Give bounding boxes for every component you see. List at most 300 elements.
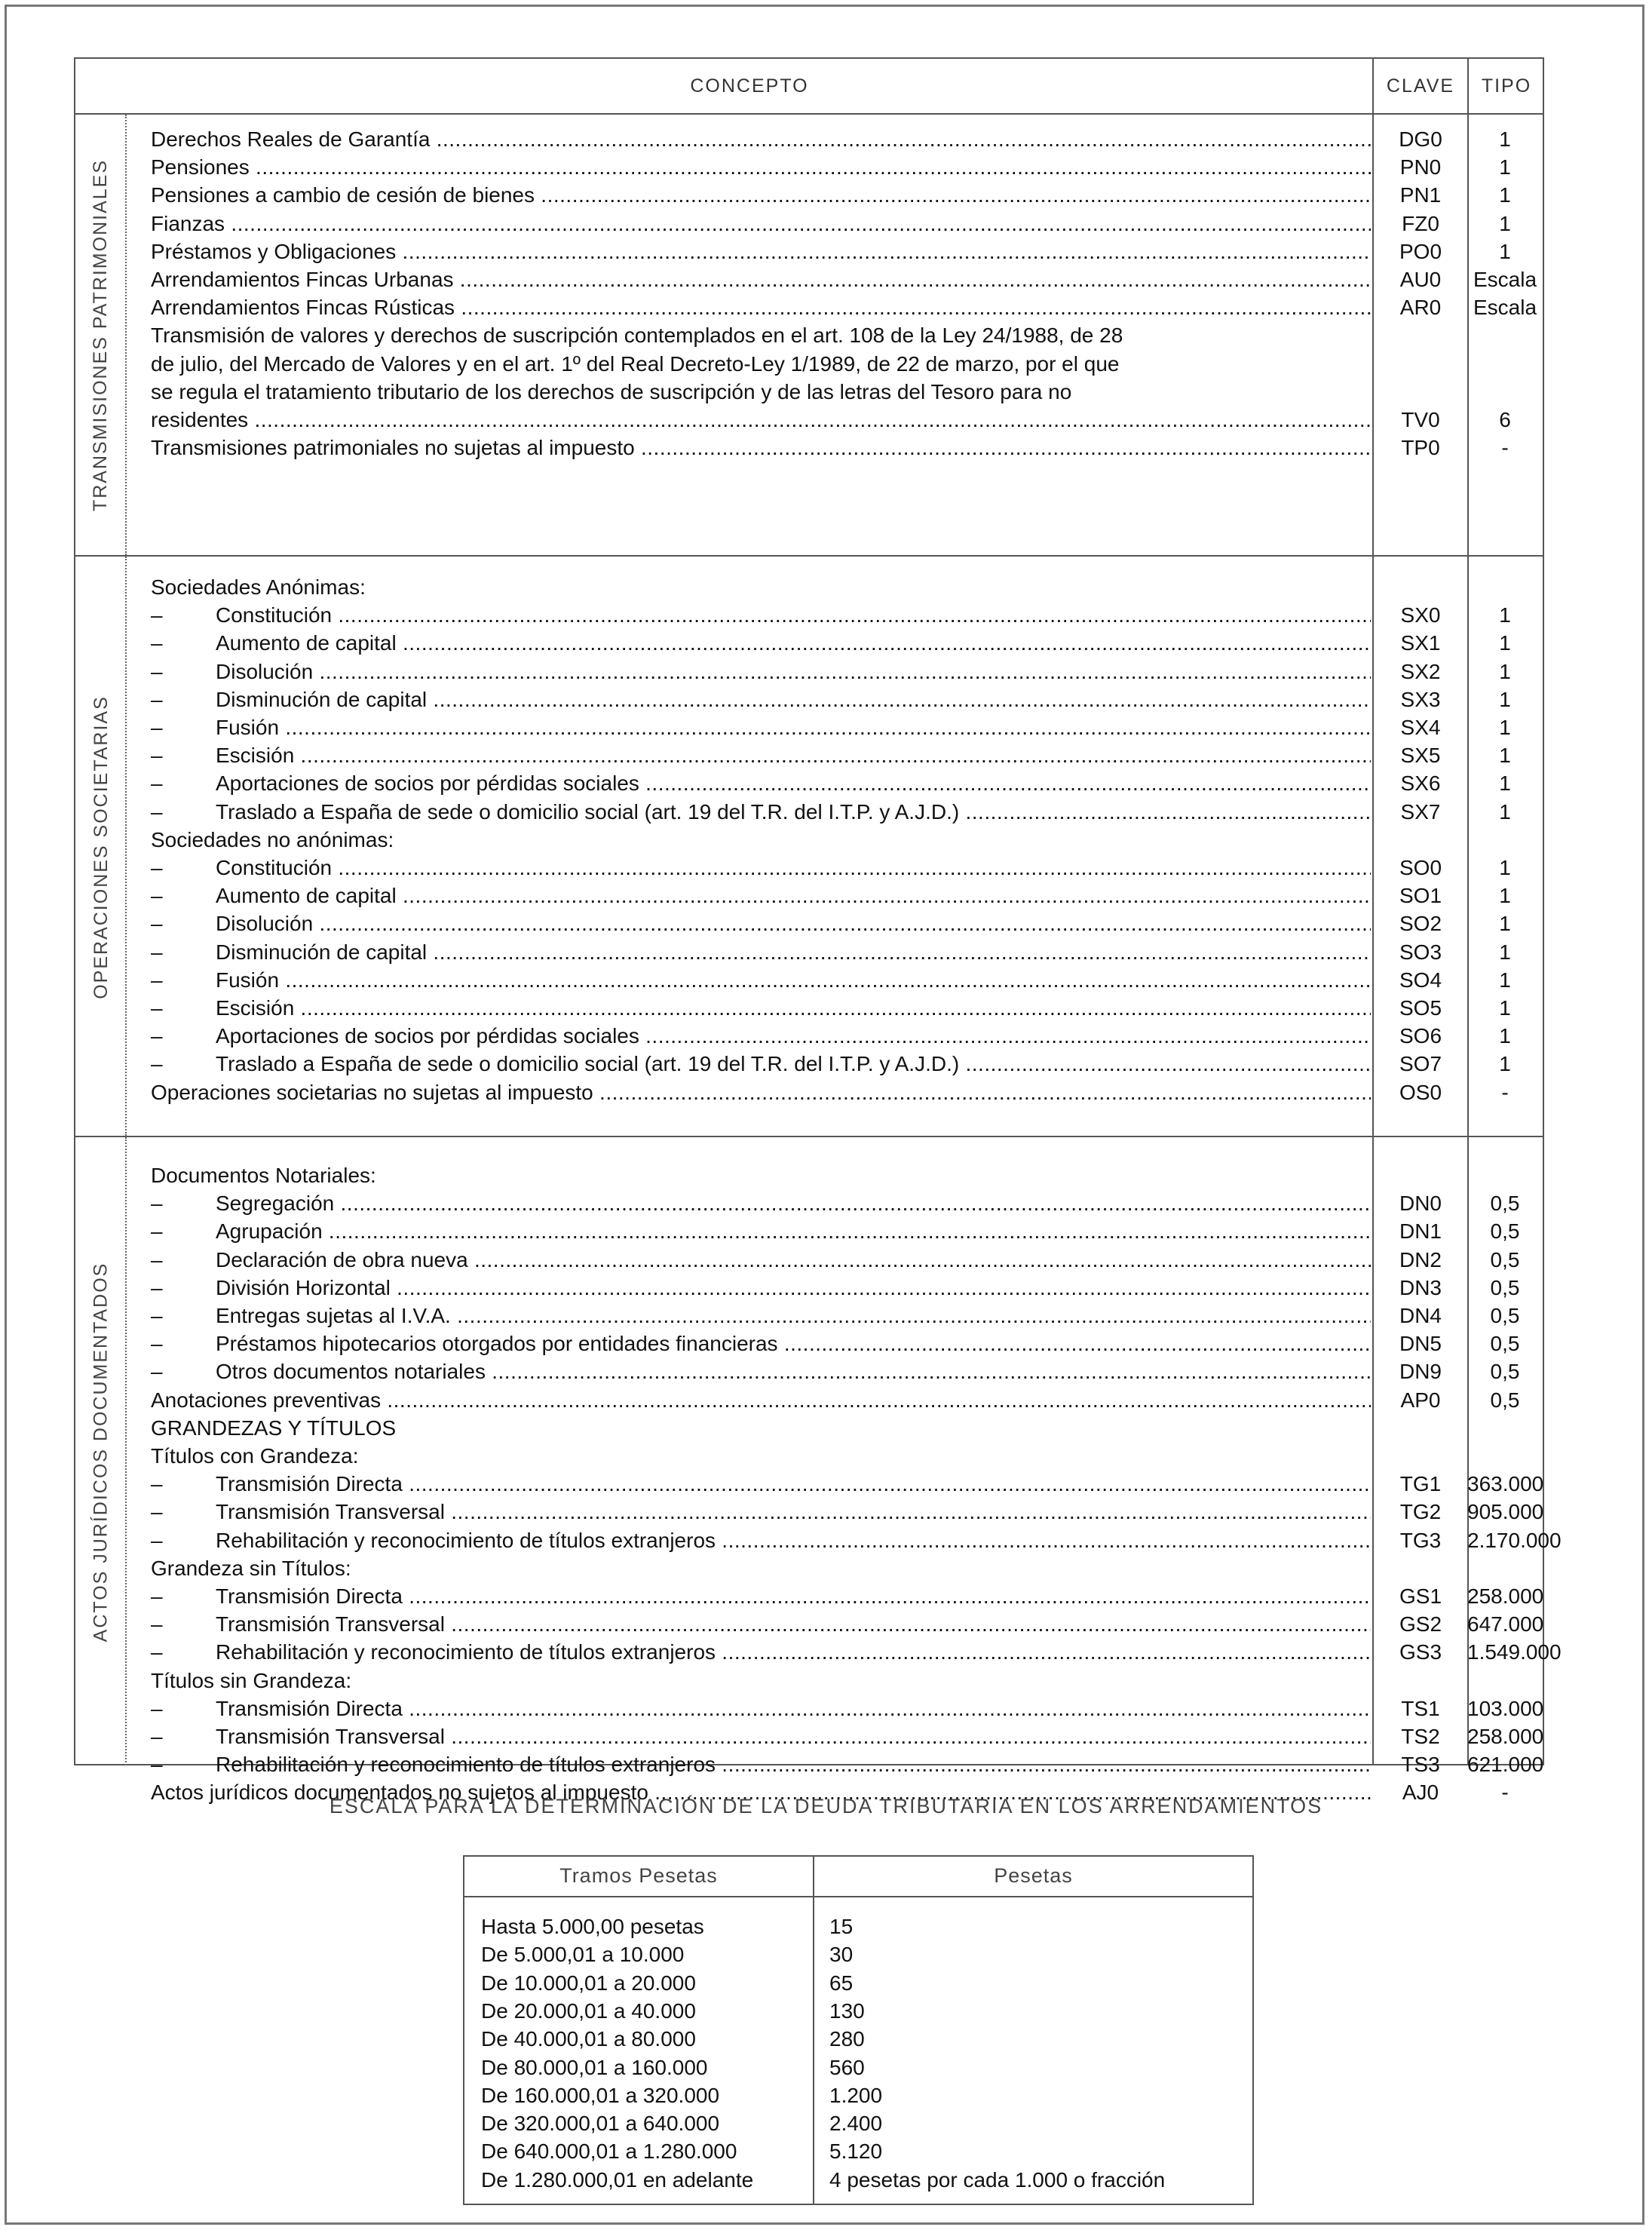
concept-cell: [151, 1526, 1371, 1554]
dash-marker: –: [151, 1360, 163, 1384]
clave-cell: GS1: [1399, 1584, 1442, 1608]
table-row: [75, 1357, 1543, 1385]
concept-text: Traslado a España de sede o domicilio social (art. 19 del T.R. del I.T.P. y A.J.D.) .....: [216, 800, 1371, 824]
header-clave: CLAVE: [1386, 75, 1455, 97]
concept-cell: [151, 293, 1371, 321]
table-row: [75, 909, 1543, 937]
table-row: [75, 658, 1543, 686]
tipo-cell: 1: [1499, 996, 1511, 1020]
scale-row: [464, 2137, 1252, 2165]
concept-cell: [151, 1638, 1371, 1666]
dash-marker: –: [151, 659, 163, 683]
clave-cell: DN4: [1399, 1304, 1442, 1327]
concept-cell: [151, 601, 1371, 629]
concept-text: residentes .....: [151, 408, 1371, 431]
table-row: [75, 629, 1543, 657]
scale-pesetas: 2.400: [829, 2112, 883, 2136]
dash-marker: –: [151, 996, 163, 1020]
clave-cell: DN5: [1399, 1332, 1442, 1356]
clave-cell: SO7: [1399, 1052, 1442, 1076]
dash-marker: –: [151, 1584, 163, 1608]
concept-cell: [151, 938, 1371, 966]
tipo-cell: 1: [1499, 744, 1511, 768]
scale-tramo: De 80.000,01 a 160.000: [481, 2055, 708, 2079]
dash-marker: –: [151, 1640, 163, 1664]
paragraph-line: se regula el tratamiento tributario de los derechos de suscripción y de las letras del Tesoro para no: [151, 379, 1072, 403]
table-row: [75, 1750, 1543, 1778]
concept-cell: [151, 994, 1371, 1022]
clave-cell: OS0: [1399, 1080, 1442, 1104]
concept-text: Actos jurídicos documentados no sujetos al impuesto .....: [151, 1781, 1371, 1804]
concept-text: Grandeza sin Títulos:: [151, 1556, 351, 1580]
label-transmisiones: TRANSMISIONES PATRIMONIALES: [90, 158, 112, 511]
tipo-cell: 1: [1499, 856, 1511, 879]
clave-cell: PN1: [1399, 183, 1442, 207]
dash-marker: –: [151, 744, 163, 768]
dash-marker: –: [151, 1024, 163, 1048]
concept-text: Rehabilitación y reconocimiento de títulos extranjeros .....: [216, 1529, 1371, 1552]
scale-row: [464, 2109, 1252, 2137]
dash-marker: –: [151, 1192, 163, 1216]
concept-text: Transmisión Transversal .....: [216, 1725, 1371, 1748]
concept-text: Escisión .....: [216, 996, 1371, 1020]
scale-pesetas: 1.200: [829, 2083, 883, 2107]
concept-text: Aumento de capital .....: [216, 884, 1371, 907]
concept-cell: [151, 1274, 1371, 1302]
concept-cell: [151, 1161, 1371, 1189]
concept-cell: [151, 658, 1371, 686]
tipo-cell: -: [1501, 1781, 1509, 1805]
concept-text: Préstamos hipotecarios otorgados por entidades financieras .....: [216, 1332, 1371, 1355]
dash-marker: –: [151, 1219, 163, 1244]
clave-cell: SX5: [1400, 744, 1441, 768]
table-row: [75, 1161, 1543, 1189]
scale-pesetas: 280: [829, 2027, 865, 2051]
concept-text: Entregas sujetas al I.V.A. .....: [216, 1304, 1371, 1327]
tipo-cell: 258.000: [1467, 1584, 1544, 1608]
concept-text: Aportaciones de socios por pérdidas sociales .....: [216, 771, 1371, 795]
table-row: [75, 1386, 1543, 1414]
scale-pesetas: 560: [829, 2055, 865, 2079]
concept-text: Disminución de capital .....: [216, 688, 1371, 711]
table-row: [75, 125, 1543, 153]
concept-cell: [151, 1498, 1371, 1526]
scale-pesetas: 65: [829, 1971, 854, 1995]
dash-marker: –: [151, 912, 163, 936]
concept-text: Segregación .....: [216, 1192, 1371, 1215]
dash-marker: –: [151, 1753, 163, 1777]
clave-cell: SO1: [1399, 884, 1442, 908]
scale-tramo: De 20.000,01 a 40.000: [481, 1998, 696, 2023]
concept-text: Constitución .....: [216, 603, 1371, 627]
tipo-cell: 1: [1499, 127, 1511, 151]
concept-cell: [151, 629, 1371, 657]
table-row: [75, 573, 1543, 601]
tipo-cell: 1: [1499, 239, 1511, 263]
tipo-cell: 1.549.000: [1467, 1640, 1562, 1664]
label-operaciones: OPERACIONES SOCIETARIAS: [90, 695, 112, 999]
tipo-cell: Escala: [1473, 268, 1537, 291]
concept-cell: [151, 769, 1371, 797]
clave-cell: SO4: [1399, 968, 1442, 992]
concept-text: Rehabilitación y reconocimiento de títulos extranjeros .....: [216, 1753, 1371, 1776]
table-row: [75, 1638, 1562, 1666]
scale-row: [464, 2054, 1252, 2081]
paragraph-line: Transmisión de valores y derechos de suscripción contemplados en el art. 108 de la Ley 24/1988, de 28: [151, 324, 1123, 348]
clave-cell: SO3: [1399, 940, 1442, 964]
concept-text: Transmisión Transversal .....: [216, 1500, 1371, 1523]
concept-cell: [151, 1442, 1371, 1470]
concept-text: Fusión .....: [216, 968, 1371, 992]
tipo-cell: 2.170.000: [1467, 1528, 1562, 1552]
concept-cell: [151, 1330, 1371, 1357]
concept-cell: [151, 1695, 1371, 1722]
table-row: [75, 1722, 1543, 1750]
clave-cell: SX2: [1400, 659, 1441, 683]
scale-tramo: De 1.280.000,01 en adelante: [481, 2167, 754, 2192]
dash-marker: –: [151, 1332, 163, 1356]
concept-cell: [151, 826, 1371, 854]
table-row: [75, 1526, 1562, 1554]
table-row: [75, 1667, 1543, 1695]
clave-cell: TP0: [1401, 436, 1440, 460]
scale-tramo: De 640.000,01 a 1.280.000: [481, 2140, 737, 2164]
table-row: [75, 686, 1543, 713]
scale-row: [464, 1940, 1252, 1968]
table-row: [75, 1610, 1543, 1638]
concept-cell: [151, 741, 1371, 769]
dash-marker: –: [151, 1052, 163, 1076]
scale-pesetas: 30: [829, 1943, 854, 1967]
concept-table: [74, 57, 1562, 1805]
tipo-cell: 0,5: [1490, 1332, 1520, 1356]
concept-text: Pensiones a cambio de cesión de bienes .....: [151, 183, 1371, 207]
concept-text: Fusión .....: [216, 716, 1371, 739]
clave-cell: SX4: [1400, 716, 1441, 739]
table-row: [75, 1022, 1543, 1050]
concept-cell: [151, 1050, 1371, 1078]
concept-cell: [151, 125, 1371, 153]
table-row: [75, 1695, 1543, 1722]
scale-pesetas: 4 pesetas por cada 1.000 o fracción: [829, 2167, 1166, 2192]
tipo-cell: -: [1501, 1080, 1509, 1104]
concept-text: Otros documentos notariales .....: [216, 1360, 1371, 1383]
clave-cell: SO2: [1399, 912, 1442, 936]
table-row: [75, 966, 1543, 994]
dash-marker: –: [151, 1725, 163, 1748]
dash-marker: –: [151, 771, 163, 796]
dash-marker: –: [151, 884, 163, 908]
clave-cell: AJ0: [1402, 1781, 1439, 1805]
tipo-cell: 1: [1499, 912, 1511, 936]
concept-text: Sociedades Anónimas:: [151, 575, 366, 599]
concept-cell: [151, 181, 1371, 209]
scale-tramo: De 5.000,01 a 10.000: [481, 1943, 685, 1967]
clave-cell: SO0: [1399, 856, 1442, 879]
clave-cell: AR0: [1399, 296, 1442, 320]
scale-tramo: De 40.000,01 a 80.000: [481, 2027, 696, 2051]
dash-marker: –: [151, 1612, 163, 1636]
concept-text: Anotaciones preventivas .....: [151, 1388, 1371, 1412]
concept-cell: [151, 882, 1371, 909]
tipo-cell: 647.000: [1467, 1612, 1544, 1636]
dash-marker: –: [151, 716, 163, 739]
scale-header-divider: [464, 1896, 1252, 1897]
clave-cell: SX3: [1400, 687, 1441, 711]
dash-marker: –: [151, 856, 163, 879]
tipo-cell: 1: [1499, 968, 1511, 992]
tipo-cell: 0,5: [1490, 1247, 1520, 1271]
dash-marker: –: [151, 799, 163, 824]
scale-row: [464, 1997, 1252, 2025]
clave-cell: AP0: [1400, 1388, 1441, 1412]
concept-text: Transmisión Directa .....: [216, 1472, 1371, 1495]
dash-marker: –: [151, 631, 163, 655]
table-row: [75, 153, 1543, 181]
table-row: [75, 1078, 1543, 1106]
concept-cell: [151, 1302, 1371, 1330]
concept-text: Títulos sin Grandeza:: [151, 1668, 352, 1692]
scale-row: [464, 2081, 1252, 2109]
tipo-cell: Escala: [1473, 296, 1537, 320]
table-row: [75, 1582, 1543, 1610]
concept-cell: [151, 434, 1371, 462]
scale-row: [464, 1969, 1252, 1997]
clave-cell: GS2: [1399, 1612, 1442, 1636]
concept-cell: [151, 966, 1371, 994]
clave-cell: DN0: [1399, 1192, 1442, 1216]
concept-cell: [151, 265, 1371, 293]
table-header: [75, 59, 1543, 115]
table-row: [75, 1498, 1543, 1526]
scale-row: [464, 2166, 1252, 2194]
scale-tramo: De 320.000,01 a 640.000: [481, 2112, 720, 2136]
tipo-cell: -: [1501, 436, 1509, 460]
scale-tramo: De 10.000,01 a 20.000: [481, 1971, 696, 1995]
concept-cell: [151, 1357, 1371, 1385]
concept-text: Rehabilitación y reconocimiento de títulos extranjeros .....: [216, 1640, 1371, 1664]
concept-cell: [151, 210, 1371, 238]
concept-text: Arrendamientos Fincas Rústicas .....: [151, 296, 1371, 319]
dash-marker: –: [151, 1304, 163, 1327]
clave-cell: SX1: [1400, 631, 1441, 655]
concept-cell: [151, 1722, 1371, 1750]
clave-cell: TS2: [1401, 1725, 1440, 1748]
table-row: [75, 854, 1543, 882]
tipo-cell: 1: [1499, 1024, 1511, 1048]
tipo-cell: 1: [1499, 659, 1511, 683]
clave-cell: AU0: [1399, 268, 1442, 291]
tipo-cell: 1: [1499, 940, 1511, 964]
scale-header-tramos: Tramos Pesetas: [559, 1864, 718, 1887]
tipo-cell: 1: [1499, 799, 1511, 824]
concept-text: Escisión .....: [216, 744, 1371, 767]
concept-cell: [151, 1078, 1371, 1106]
concept-cell: [151, 1217, 1371, 1245]
concept-text: Constitución .....: [216, 856, 1371, 879]
scale-pesetas: 15: [829, 1915, 854, 1938]
concept-text: Transmisión Directa .....: [216, 1584, 1371, 1608]
table-row: [75, 1470, 1543, 1498]
table-row: [75, 1050, 1543, 1078]
tipo-cell: 0,5: [1490, 1192, 1520, 1216]
clave-cell: SX6: [1400, 771, 1441, 796]
scale-tramo: De 160.000,01 a 320.000: [481, 2083, 720, 2107]
concept-cell: [151, 909, 1371, 937]
header-tipo: TIPO: [1481, 75, 1532, 97]
concept-text: Operaciones societarias no sujetas al impuesto .....: [151, 1081, 1371, 1104]
table-row: [75, 601, 1543, 629]
tipo-cell: 1: [1499, 183, 1511, 207]
concept-cell: [151, 686, 1371, 713]
concept-text: Fianzas .....: [151, 212, 1371, 235]
clave-cell: SX0: [1400, 603, 1441, 627]
clave-cell: TS3: [1401, 1753, 1440, 1777]
scale-row: [464, 1913, 1252, 1940]
concept-cell: [151, 1750, 1371, 1778]
concept-text: GRANDEZAS Y TÍTULOS: [151, 1416, 397, 1440]
clave-cell: TS1: [1401, 1696, 1440, 1720]
scale-table: [463, 1855, 1254, 2205]
table-row: [75, 1246, 1543, 1274]
table-row: [75, 994, 1543, 1022]
concept-cell: [151, 1189, 1371, 1217]
clave-cell: PN0: [1399, 155, 1442, 179]
tipo-cell: 0,5: [1490, 1275, 1520, 1299]
clave-cell: TG2: [1399, 1500, 1442, 1524]
section-transmisiones: [75, 115, 1543, 555]
clave-cell: GS3: [1399, 1640, 1442, 1664]
clave-cell: PO0: [1399, 239, 1442, 263]
tipo-cell: 0,5: [1490, 1388, 1520, 1412]
concept-text: Arrendamientos Fincas Urbanas .....: [151, 268, 1371, 291]
concept-cell: [151, 713, 1371, 741]
clave-cell: TG1: [1399, 1472, 1442, 1496]
scale-row: [464, 2025, 1252, 2053]
concept-cell: [151, 1470, 1371, 1498]
concept-cell: [151, 1022, 1371, 1050]
tipo-cell: 905.000: [1467, 1500, 1544, 1524]
tipo-cell: 1: [1499, 771, 1511, 796]
dash-marker: –: [151, 1275, 163, 1299]
section-operaciones: [75, 555, 1543, 1136]
table-row: [75, 713, 1543, 741]
tipo-cell: 1: [1499, 687, 1511, 711]
table-row: [75, 1414, 1543, 1442]
concept-text: Transmisiones patrimoniales no sujetas al impuesto .....: [151, 436, 1371, 459]
tipo-cell: 0,5: [1490, 1219, 1520, 1244]
paragraph-line: de julio, del Mercado de Valores y en el art. 1º del Real Decreto-Ley 1/1989, de 22 de marzo, por el que: [151, 351, 1120, 376]
scale-pesetas: 130: [829, 1998, 865, 2023]
tipo-cell: 1: [1499, 631, 1511, 655]
concept-text: Disolución .....: [216, 912, 1371, 935]
dash-marker: –: [151, 1696, 163, 1720]
tipo-cell: 0,5: [1490, 1360, 1520, 1384]
concept-text: Disminución de capital .....: [216, 940, 1371, 964]
concept-cell: [151, 854, 1371, 882]
table-row: [75, 1302, 1543, 1330]
tipo-cell: 6: [1499, 408, 1511, 431]
table-row: [75, 798, 1543, 826]
tipo-cell: 621.000: [1467, 1753, 1544, 1777]
table-row: [75, 741, 1543, 769]
dash-marker: –: [151, 687, 163, 711]
tipo-cell: 1: [1499, 603, 1511, 627]
concept-text: Sociedades no anónimas:: [151, 827, 394, 851]
concept-text: Derechos Reales de Garantía .....: [151, 127, 1371, 151]
table-row: [75, 938, 1543, 966]
clave-cell: DN3: [1399, 1275, 1442, 1299]
clave-cell: DN2: [1399, 1247, 1442, 1271]
tipo-cell: 363.000: [1467, 1472, 1544, 1496]
table-row: [75, 1274, 1543, 1302]
table-row: [75, 265, 1543, 293]
concept-cell: [151, 1414, 1371, 1442]
clave-cell: SX7: [1400, 799, 1441, 824]
concept-cell: [151, 1667, 1371, 1695]
concept-cell: [151, 153, 1371, 181]
table-row: [75, 406, 1543, 434]
concept-text: Pensiones .....: [151, 155, 1371, 179]
dash-marker: –: [151, 1528, 163, 1552]
table-row: [75, 210, 1543, 238]
concept-text: Documentos Notariales:: [151, 1164, 376, 1187]
table-row: [75, 1189, 1543, 1217]
table-row: [75, 1217, 1543, 1245]
dash-marker: –: [151, 1500, 163, 1524]
concept-text: Aumento de capital .....: [216, 631, 1371, 655]
table-row: [75, 1330, 1543, 1357]
tipo-cell: 1: [1499, 155, 1511, 179]
tipo-cell: 258.000: [1467, 1725, 1544, 1748]
concept-cell: [151, 406, 1371, 434]
clave-cell: SO6: [1399, 1024, 1442, 1048]
concept-cell: [151, 238, 1371, 265]
dash-marker: –: [151, 1247, 163, 1271]
concept-cell: [151, 1582, 1371, 1610]
table-row: [75, 434, 1543, 462]
table-row: [75, 882, 1543, 909]
concept-text: Aportaciones de socios por pérdidas sociales .....: [216, 1024, 1371, 1048]
scale-header-pesetas: Pesetas: [994, 1864, 1073, 1887]
concept-cell: [151, 1610, 1371, 1638]
concept-text: Transmisión Directa .....: [216, 1697, 1371, 1720]
table-row: [75, 1554, 1543, 1582]
clave-cell: TG3: [1399, 1528, 1442, 1552]
table-row: [75, 1442, 1543, 1470]
section-actos: [75, 1136, 1562, 1805]
concept-text: Traslado a España de sede o domicilio social (art. 19 del T.R. del I.T.P. y A.J.D.) .....: [216, 1052, 1371, 1075]
concept-cell: [151, 798, 1371, 826]
scale-pesetas: 5.120: [829, 2140, 883, 2164]
clave-cell: DN9: [1399, 1360, 1442, 1384]
scale-title: ESCALA PARA LA DETERMINACIÓN DE LA DEUDA TRIBUTARIA EN LOS ARRENDAMIENTOS: [329, 1795, 1323, 1817]
concept-cell: [151, 1386, 1371, 1414]
table-row: [75, 238, 1543, 265]
concept-text: Disolución .....: [216, 660, 1371, 683]
dash-marker: –: [151, 968, 163, 992]
table-row: [75, 769, 1543, 797]
concept-cell: [151, 573, 1371, 601]
header-concepto: CONCEPTO: [690, 75, 809, 97]
tipo-cell: 1: [1499, 1052, 1511, 1076]
clave-cell: SO5: [1399, 996, 1442, 1020]
tipo-cell: 1: [1499, 884, 1511, 908]
table-row: [75, 826, 1543, 854]
clave-cell: TV0: [1401, 408, 1440, 431]
clave-cell: DN1: [1399, 1219, 1442, 1244]
tipo-cell: 1: [1499, 211, 1511, 235]
